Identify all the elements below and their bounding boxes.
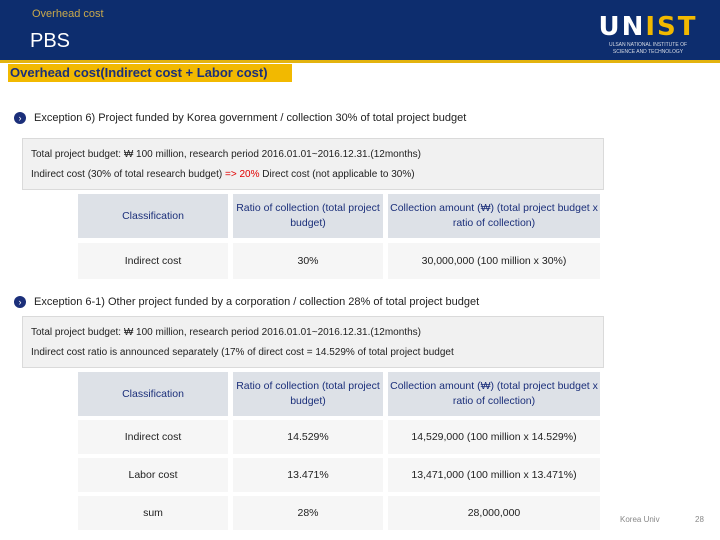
table1-row-amount: 30,000,000 (100 million x 30%): [388, 243, 600, 279]
table2-header-amount: Collection amount (₩) (total project budget x ratio of collection): [388, 372, 600, 416]
footer-note: Korea Univ: [620, 515, 660, 524]
table2-row-amount: 14,529,000 (100 million x 14.529%): [388, 420, 600, 454]
chevron-right-icon: ›: [14, 296, 26, 308]
exception-6-info-line1: Total project budget: ₩ 100 million, research period 2016.01.01~2016.12.31.(12months): [31, 149, 421, 160]
page-number: 28: [695, 515, 704, 524]
table2-row-label: Labor cost: [78, 458, 228, 492]
table2-header-ratio: Ratio of collection (total project budget): [233, 372, 383, 416]
exception-6-info-line2c: Direct cost (not applicable to 30%): [259, 169, 415, 180]
header-bar: [0, 0, 720, 62]
header-divider: [0, 60, 720, 63]
logo-text-b: IST: [645, 12, 698, 42]
table2-row-ratio: 13.471%: [233, 458, 383, 492]
table1-row-ratio: 30%: [233, 243, 383, 279]
table2-row-ratio: 28%: [233, 496, 383, 530]
logo-text-a: UN: [598, 12, 646, 42]
table1-row-label: Indirect cost: [78, 243, 228, 279]
exception-6-1-info-line2: Indirect cost ratio is announced separately (17% of direct cost = 14.529% of total project budget: [31, 347, 454, 358]
header-subtitle: Overhead cost: [32, 8, 104, 20]
exception-6-infobox: [22, 138, 604, 190]
table2-header-classification: Classification: [78, 372, 228, 416]
table2-row-amount: 28,000,000: [388, 496, 600, 530]
exception-6-1-info-line1: Total project budget: ₩ 100 million, research period 2016.01.01~2016.12.31.(12months): [31, 327, 421, 338]
exception-6-info-line2b: => 20%: [225, 169, 260, 180]
chevron-right-icon: ›: [14, 112, 26, 124]
exception-6-1-heading: [14, 296, 479, 308]
exception-6-info-line2: [31, 165, 595, 185]
section-title: Overhead cost(Indirect cost + Labor cost): [8, 64, 292, 82]
table2-row-label: Indirect cost: [78, 420, 228, 454]
exception-6-heading-text: Exception 6) Project funded by Korea government / collection 30% of total project budget: [34, 112, 467, 124]
exception-6-1-heading-text: Exception 6-1) Other project funded by a corporation / collection 28% of total project budget: [34, 296, 480, 308]
table2-row-amount: 13,471,000 (100 million x 13.471%): [388, 458, 600, 492]
table1-header-classification: Classification: [78, 194, 228, 238]
logo-subtitle: ULSAN NATIONAL INSTITUTE OF SCIENCE AND TECHNOLOGY: [608, 42, 688, 55]
exception-6-info-line2a: Indirect cost (30% of total research budget): [31, 169, 225, 180]
page-title: PBS: [30, 30, 71, 52]
table2-row-ratio: 14.529%: [233, 420, 383, 454]
table2-row-label: sum: [78, 496, 228, 530]
table1-header-amount: Collection amount (₩) (total project budget x ratio of collection): [388, 194, 600, 238]
unist-logo: [598, 12, 698, 56]
exception-6-1-infobox: [22, 316, 604, 368]
exception-6-heading: [14, 112, 466, 124]
table1-header-ratio: Ratio of collection (total project budget): [233, 194, 383, 238]
